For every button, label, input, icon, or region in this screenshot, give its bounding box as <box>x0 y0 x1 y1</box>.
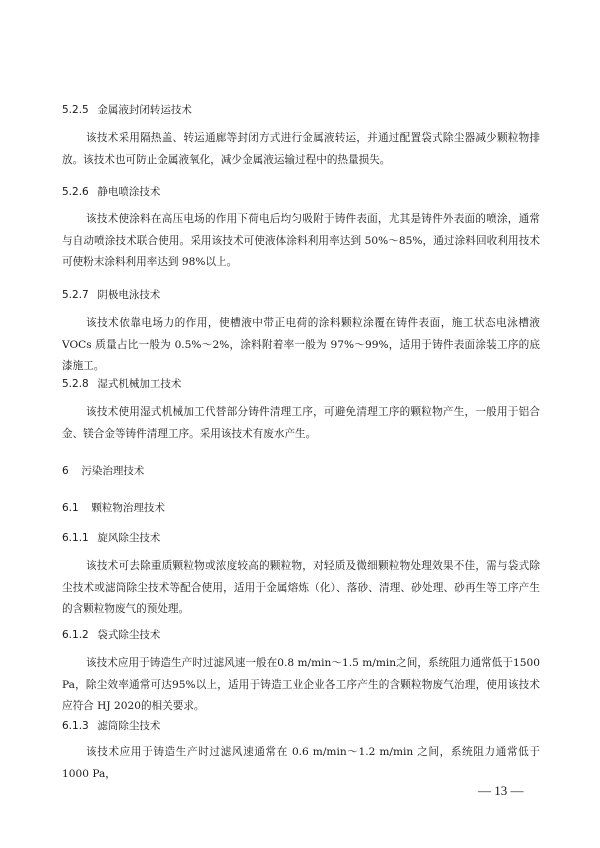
section-heading-6-1 <box>62 500 165 515</box>
section-title: 污染治理技术 <box>81 465 145 477</box>
paragraph-5-2-5: 该技术采用隔热盖、转运通廊等封闭方式进行金属液转运，并通过配置袋式除尘器减少颗粒物排放。该技术也可防止金属液氧化，减少金属液运输过程中的热量损失。 <box>62 132 540 166</box>
paragraph-5-2-8: 该技术使用湿式机械加工代替部分铸件清理工序，可避免清理工序的颗粒物产生，一般用于铝合金、镁合金等铸件清理工序。采用该技术有废水产生。 <box>62 406 540 440</box>
section-heading-5-2-8 <box>62 376 181 391</box>
section-title: 金属液封闭转运技术 <box>97 104 192 116</box>
section-heading-6-1-3 <box>62 718 160 733</box>
section-heading-5-2-7 <box>62 287 160 302</box>
section-title: 旋风除尘技术 <box>97 532 161 544</box>
section-title: 颗粒物治理技术 <box>91 502 165 514</box>
paragraph-6-1-2: 该技术应用于铸造生产时过滤风速一般在0.8 m/min～1.5 m/min之间，系统阻力通常低于1500 Pa，除尘效率通常可达95%以上，适用于铸造工业企业各工序产生的含颗粒物废气治理，使用该技术应符合 HJ 2020的相关要求。 <box>62 657 540 712</box>
paragraph-5-2-7: 该技术依靠电场力的作用，使槽液中带正电荷的涂料颗粒涂覆在铸件表面，施工状态电泳槽液 VOCs 质量占比一般为 0.5%～2%，涂料附着率一般为 97%～99%，适用于铸件表面涂装工序的底漆施工。 <box>62 317 540 372</box>
section-number: 6.1.2 <box>62 629 89 641</box>
section-heading-6-1-1 <box>62 530 160 545</box>
paragraph-5-2-6: 该技术使涂料在高压电场的作用下荷电后均匀吸附于铸件表面，尤其是铸件外表面的喷涂，通常与自动喷涂技术联合使用。采用该技术可使液体涂料利用率达到 50%～85%，通过涂料回收利用技术可使粉末涂料利用率达到 98%以上。 <box>62 213 540 268</box>
section-number: 6.1 <box>62 502 79 514</box>
paragraph-6-1-1: 该技术可去除重质颗粒物或浓度较高的颗粒物，对轻质及微细颗粒物处理效果不佳，需与袋式除尘技术或滤筒除尘技术等配合使用，适用于金属熔炼（化）、落砂、清理、砂处理、砂再生等工序产生的含颗粒物废气的预处理。 <box>62 560 540 615</box>
section-title: 阴极电泳技术 <box>97 289 161 301</box>
page-number: — 13 — <box>478 783 524 798</box>
section-title: 湿式机械加工技术 <box>97 378 182 390</box>
section-title: 袋式除尘技术 <box>97 629 161 641</box>
section-number: 6.1.3 <box>62 720 89 732</box>
section-number: 5.2.5 <box>62 104 89 116</box>
section-title: 静电喷涂技术 <box>97 186 161 198</box>
section-heading-5-2-6 <box>62 184 160 199</box>
section-number: 5.2.8 <box>62 378 89 390</box>
section-number: 6 <box>62 465 69 477</box>
section-title: 滤筒除尘技术 <box>97 720 161 732</box>
section-number: 5.2.7 <box>62 289 89 301</box>
section-heading-5-2-5 <box>62 102 192 117</box>
section-number: 6.1.1 <box>62 532 89 544</box>
section-heading-6 <box>62 463 144 478</box>
paragraph-6-1-3: 该技术应用于铸造生产时过滤风速通常在 0.6 m/min～1.2 m/min 之间，系统阻力通常低于 1000 Pa， <box>62 746 540 780</box>
section-heading-6-1-2 <box>62 627 160 642</box>
section-number: 5.2.6 <box>62 186 89 198</box>
